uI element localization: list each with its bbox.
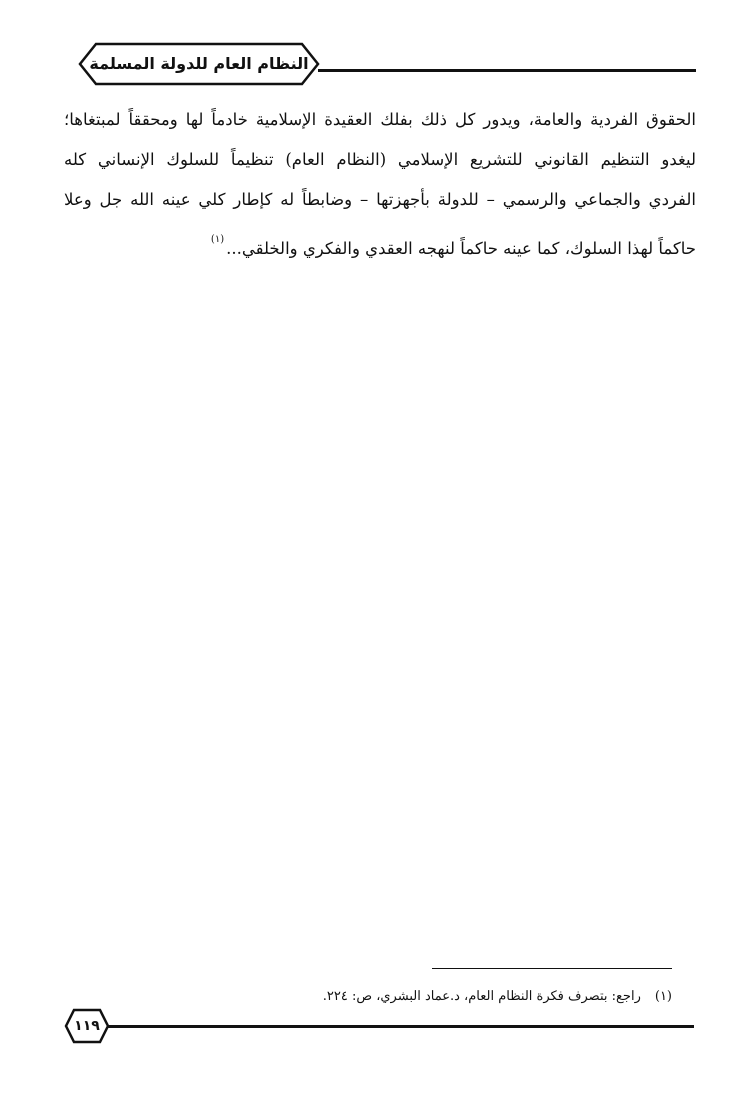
body-line: الحقوق الفردية والعامة، ويدور كل ذلك بفلك العقيدة الإسلامية خادماً لها ومحققاً لمبتغاها؛ [64, 110, 696, 129]
running-header [78, 42, 320, 86]
body-line-last [64, 220, 696, 260]
page-number: ١١٩ [74, 1018, 100, 1034]
header-title: النظام العام للدولة المسلمة [89, 54, 309, 73]
body-line-text: حاكماً لهذا السلوك، كما عينه حاكماً لنهجه العقدي والفكري والخلقي... [226, 239, 696, 258]
header-rule [318, 69, 696, 72]
page-number-rule [104, 1025, 694, 1028]
body-line: ليغدو التنظيم القانوني للتشريع الإسلامي (النظام العام) تنظيماً للسلوك الإنساني كله [64, 150, 696, 169]
footnote-number: (١) [654, 989, 672, 1004]
body-line: الفردي والجماعي والرسمي – للدولة بأجهزتها – وضابطاً له كإطار كلي عينه الله جل وعلا [64, 190, 696, 209]
body-paragraph [64, 100, 696, 260]
footnote [260, 985, 672, 1009]
footnote-reference[interactable]: (١) [210, 234, 225, 245]
footnote-separator [432, 968, 672, 969]
footnote-text: راجع: بتصرف فكرة النظام العام، د.عماد البشري، ص: ٢٢٤. [322, 989, 641, 1004]
page-number-badge [64, 1008, 110, 1044]
